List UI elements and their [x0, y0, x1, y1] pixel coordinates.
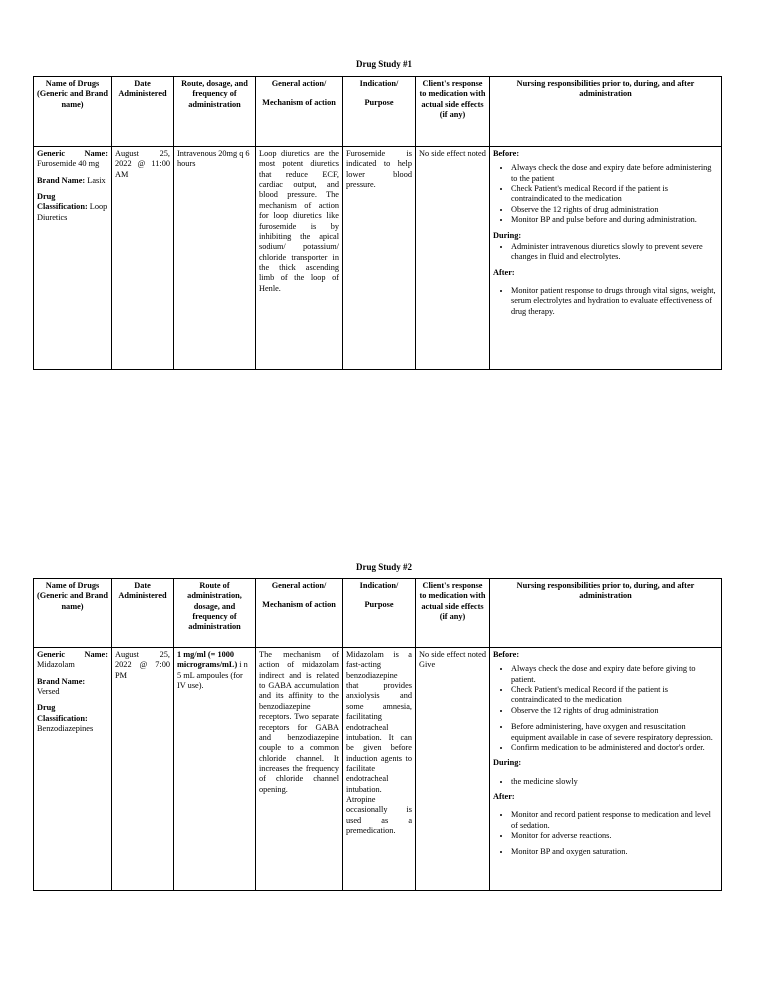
date-cell: August 25, 2022 @ 11:00 AM [112, 147, 174, 370]
drug-cell [34, 648, 112, 891]
nursing-cell [490, 648, 722, 891]
header-action [256, 77, 343, 147]
list-item: • Check Patient's medical Record if the patient is contraindicated to the medication [511, 685, 718, 706]
header-date: Date Administered [112, 77, 174, 147]
classification-label: Drug Classification: [37, 192, 88, 212]
header-nursing: Nursing responsibilities prior to, during, and after administration [490, 77, 722, 147]
before-list-2 [493, 722, 718, 753]
header-indication-a: Indication/ [359, 581, 399, 590]
study1-table [33, 76, 722, 370]
data-row [34, 648, 722, 891]
header-response: Client's response to medication with actual side effects (if any) [416, 579, 490, 648]
list-item: • Monitor BP and pulse before and during administration. [511, 215, 718, 225]
study1-title: Drug Study #1 [355, 59, 412, 69]
header-indication-a: Indication/ [359, 79, 399, 88]
indication-cell: Furosemide is indicated to help lower blood pressure. [343, 147, 416, 370]
during-list [493, 777, 718, 787]
generic-label: Generic Name: [37, 650, 108, 659]
header-route: Route, dosage, and frequency of administration [174, 77, 256, 147]
header-date: Date Administered [112, 579, 174, 648]
list-item: • the medicine slowly [511, 777, 718, 787]
brand-label: Brand Name: [37, 676, 86, 686]
study2-table [33, 578, 722, 891]
after-list [493, 286, 718, 317]
after-label: After: [493, 791, 515, 801]
generic-name: Furosemide 40 mg [37, 159, 100, 169]
header-drug: Name of Drugs (Generic and Brand name) [34, 579, 112, 648]
list-item: • Always check the dose and expiry date before giving to patient. [511, 664, 718, 685]
classification-value: Loop Diuretics [37, 202, 108, 222]
action-cell: Loop diuretics are the most potent diuretics that reduce ECF, cardiac output, and blood pressure. The mechanism of action for loop diuretics like furosemide is by inhibiting the apical sodium/ potassium/ chloride transporter in the thick ascending limb of the loop of Henle. [256, 147, 343, 370]
indication-cell: Midazolam is a fast-acting benzodiazepine that provides anxiolysis and some amnesia, facilitating endotracheal intubation. It can be given before induction agents to facilitate endotracheal intubation. Atropine occasionally is used as a premedication. [343, 648, 416, 891]
list-item: • Check Patient's medical Record if the patient is contraindicated to the medication [511, 184, 718, 205]
header-indication-b: Purpose [364, 98, 394, 108]
nursing-cell [490, 147, 722, 370]
header-indication-b: Purpose [364, 600, 394, 610]
during-list [493, 242, 718, 263]
route-dose: 1 mg/ml (= 1000 micrograms/mL) [177, 650, 238, 670]
classification-value: Benzodiazepines [37, 724, 94, 734]
before-list [493, 163, 718, 225]
list-item: • Before administering, have oxygen and resuscitation equipment available in case of severe respiratory depression. [511, 722, 718, 743]
header-row [34, 579, 722, 648]
before-label: Before: [493, 650, 520, 659]
header-action-b: Mechanism of action [262, 600, 336, 610]
generic-label: Generic Name: [37, 149, 108, 158]
list-item: • Always check the dose and expiry date before administering to the patient [511, 163, 718, 184]
list-item: • Confirm medication to be administered and doctor's order. [511, 743, 718, 753]
during-label: During: [493, 758, 522, 768]
header-route: Route of administration, dosage, and frequency of administration [174, 579, 256, 648]
response-cell: No side effect noted Give [416, 648, 490, 891]
header-action-a: General action/ [271, 79, 327, 88]
during-label: During: [493, 230, 522, 240]
brand-name: Lasix [87, 175, 106, 185]
header-indication [343, 579, 416, 648]
header-row [34, 77, 722, 147]
header-indication [343, 77, 416, 147]
list-item: • Monitor and record patient response to medication and level of sedation. [511, 810, 718, 831]
list-item: • Administer intravenous diuretics slowly to prevent severe changes in fluid and electrolytes. [511, 242, 718, 263]
header-action-a: General action/ [271, 581, 327, 590]
response-cell: No side effect noted [416, 147, 490, 370]
route-detail: i n 5 mL ampoules (for IV use). [177, 660, 248, 691]
classification-label: Drug Classification: [37, 703, 88, 723]
header-drug: Name of Drugs (Generic and Brand name) [34, 77, 112, 147]
after-label: After: [493, 267, 515, 277]
date-cell: August 25, 2022 @ 7:00 PM [112, 648, 174, 891]
list-item: • Observe the 12 rights of drug administration [511, 706, 718, 716]
study2-title: Drug Study #2 [355, 562, 412, 572]
before-label: Before: [493, 149, 520, 158]
after-list-2 [493, 847, 718, 857]
generic-name: Midazolam [37, 660, 75, 670]
list-item: • Observe the 12 rights of drug administration [511, 205, 718, 215]
drug-cell [34, 147, 112, 370]
route-cell [174, 648, 256, 891]
header-action [256, 579, 343, 648]
action-cell: The mechanism of action of midazolam indirect and is related to GABA accumulation and its affinity to the benzodiazepine receptors. Two separate receptors for GABA and benzodiazepine couple to a common chloride channel. It increases the frequency of chloride channel opening. [256, 648, 343, 891]
before-list [493, 664, 718, 716]
header-action-b: Mechanism of action [262, 98, 336, 108]
route-cell: Intravenous 20mg q 6 hours [174, 147, 256, 370]
header-response: Client's response to medication with actual side effects (if any) [416, 77, 490, 147]
brand-name: Versed [37, 687, 60, 697]
data-row [34, 147, 722, 370]
brand-label: Brand Name: [37, 175, 86, 185]
list-item: • Monitor patient response to drugs through vital signs, weight, serum electrolytes and hydration to evaluate effectiveness of drug therapy. [511, 286, 718, 317]
header-nursing: Nursing responsibilities prior to, during, and after administration [490, 579, 722, 648]
list-item: • Monitor BP and oxygen saturation. [511, 847, 718, 857]
after-list [493, 810, 718, 841]
list-item: • Monitor for adverse reactions. [511, 831, 718, 841]
